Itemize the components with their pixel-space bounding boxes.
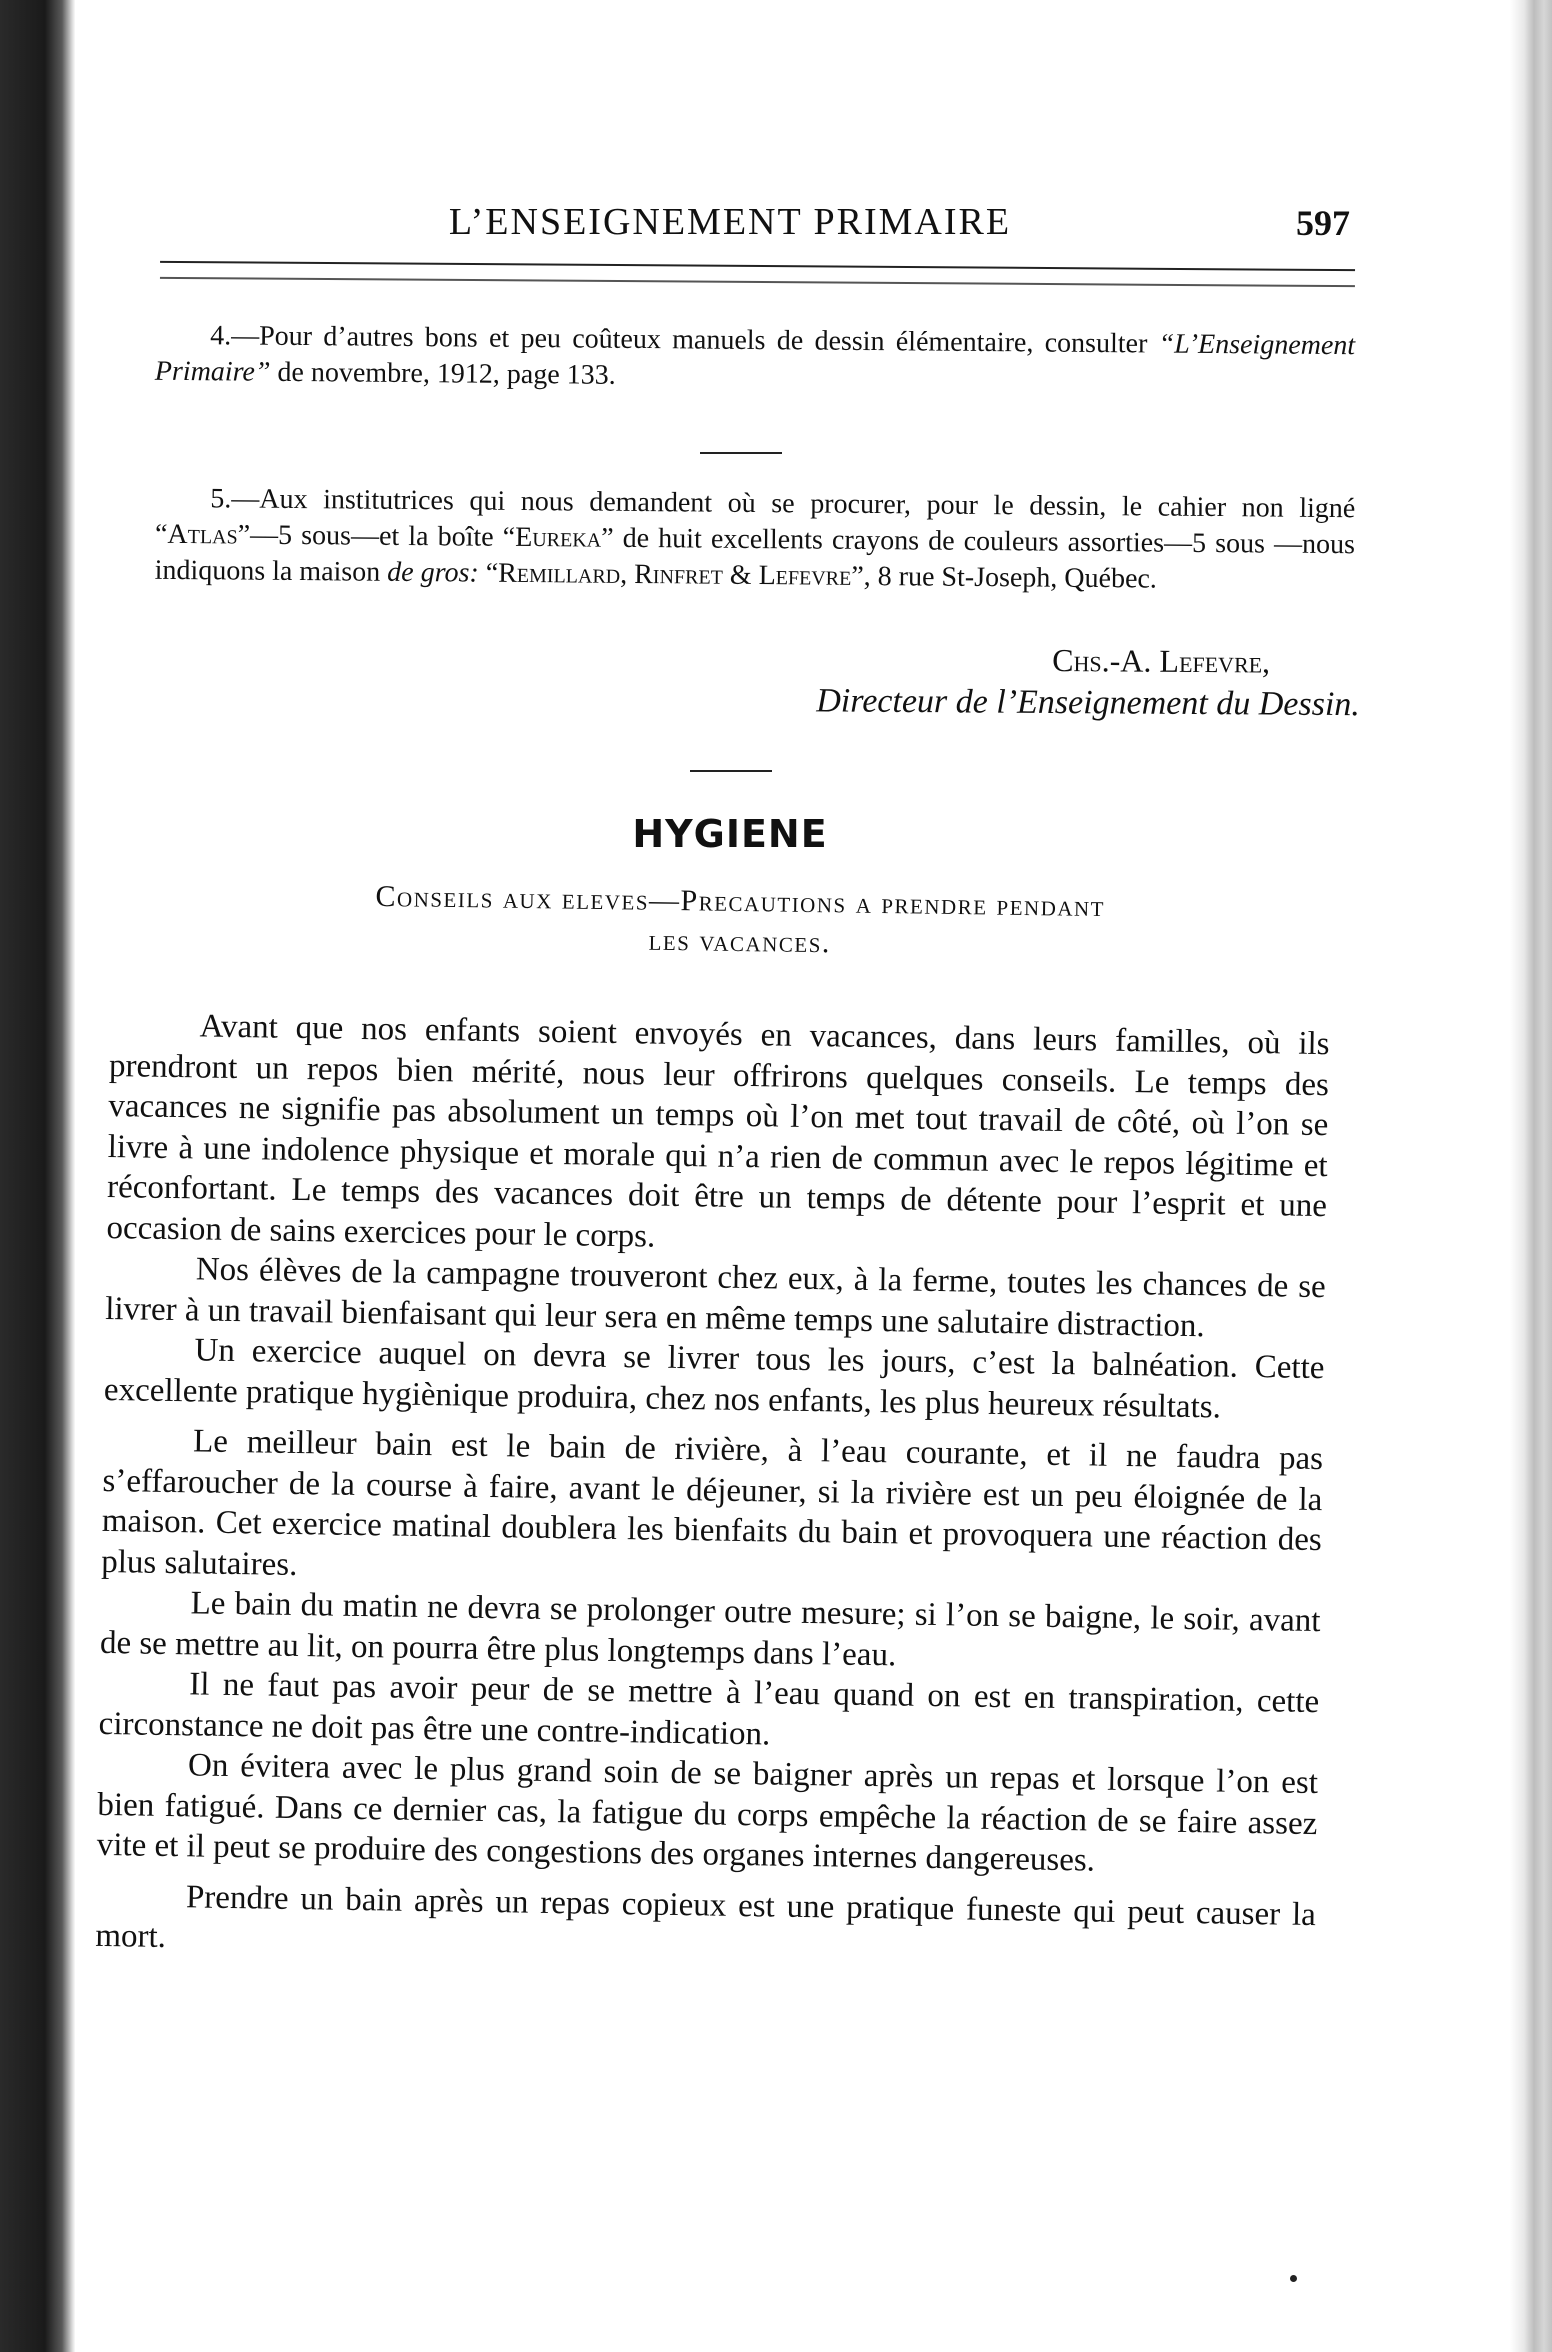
paragraph: Prendre un bain après un repas copieux est une pratique funeste qui peut causer la mort. [95, 1878, 1317, 1955]
separator-rule [690, 770, 772, 772]
footnote-5 [155, 481, 1356, 599]
footnote-4-line-1: 4.—Pour d’autres bons et peu coûteux manuels de dessin élémentaire, consulter [210, 320, 1159, 360]
subtitle-line-2: les vacances. [648, 923, 832, 960]
footnote-5-part-5: ”, 8 rue St-Joseph, Québec. [851, 560, 1158, 595]
signature-block [460, 635, 1361, 727]
paragraph: Avant que nos enfants soient envoyés en vacances, dans leurs familles, où ils prendront un repos bien mérité, nous leur offrirons quelques conseils. Le temps des vacances ne signifie pas absolument un temps où l’on met tout travail de côté, où l’on se livre à une indolence physique et morale qui n’a rien de commun avec le repos légitime et réconfortant. Le temps des vacances doit être un temps de détente pour l’esprit et une occasion de sains exercices pour le corps. [106, 1008, 1330, 1255]
subtitle-line-1: Conseils aux eleves—Precautions a prendre pendant [375, 879, 1106, 924]
footnote-4-reference: “L’Enseignement Primaire” [154, 328, 1356, 388]
footnote-5-part-4: “ [478, 557, 499, 589]
book-spine-shadow [0, 0, 75, 2352]
paragraph: Un exercice auquel on devra se livrer tous les jours, c’est la balnéation. Cette excellente pratique hygiènique produira, chez nos enfants, les plus heureux résultats. [103, 1332, 1325, 1425]
footnote-5-part-2: ”—5 sous—et la boîte “ [237, 519, 516, 553]
firm-name: Remillard, Rinfret & Lefevre [498, 557, 852, 592]
de-gros-phrase: de gros: [387, 556, 479, 589]
paragraph: On évitera avec le plus grand soin de se baigner après un repas et lorsque l’on est bien fatigué. Dans ce dernier cas, la fatigue du corps empêche la réaction de se faire assez vite et il peut se produire des congestions des organes internes dangereuses. [96, 1747, 1319, 1879]
signature-title: Directeur de l’Enseignement du Dessin. [816, 682, 1360, 724]
atlas-notebook-name: Atlas [167, 518, 238, 551]
article-body [95, 1005, 1330, 1976]
paragraph: Le bain du matin ne devra se prolonger outre mesure; si l’on se baigne, le soir, avant de se mettre au lit, on pourra être plus longtemps dans l’eau. [99, 1585, 1321, 1673]
running-head [110, 200, 1350, 250]
footnote-4-text [155, 318, 1356, 400]
paragraph: Il ne faut pas avoir peur de se mettre à l’eau quand on est en transpiration, cette circonstance ne doit pas être une contre-indication. [98, 1666, 1320, 1752]
eureka-box-name: Eureka [515, 521, 602, 554]
footnote-5-part-3: ” de huit excellents crayons de couleurs assorties—5 sous —nous indiquons la maison [154, 522, 1356, 588]
book-page [95, 0, 1360, 2352]
page-edge-shadow [1510, 0, 1552, 2352]
paragraph: Nos élèves de la campagne trouveront chez eux, à la ferme, toutes les chances de se livrer à un travail bienfaisant qui leur sera en même temps une salutaire distraction. [104, 1251, 1327, 1344]
footnote-4-line-2: de novembre, 1912, page 133. [270, 356, 616, 391]
signature-name: Chs.-A. Lefevre, [1052, 641, 1271, 680]
ink-speck [1290, 2275, 1297, 2282]
section-subtitle [239, 875, 1240, 969]
running-head-title: L’ENSEIGNEMENT PRIMAIRE [448, 201, 1012, 243]
page-number: 597 [1296, 203, 1350, 243]
footnote-5-text [155, 481, 1356, 599]
footnote-5-part-1: 5.—Aux institutrices qui nous demandent où se procurer, pour le dessin, le cahier non ligné “ [154, 483, 1356, 550]
section-title: HYGIENE [632, 812, 828, 856]
header-double-rule [160, 261, 1355, 287]
paragraph: Le meilleur bain est le bain de rivière, à l’eau courante, et il ne faudra pas s’effaroucher de la course à faire, avant le déjeuner, si la rivière est un peu éloignée de la maison. Cet exercice matinal doublera les bienfaits du bain et provoquera une réaction des plus salutaires. [100, 1423, 1324, 1583]
separator-rule [700, 452, 782, 454]
footnote-4 [155, 318, 1356, 400]
